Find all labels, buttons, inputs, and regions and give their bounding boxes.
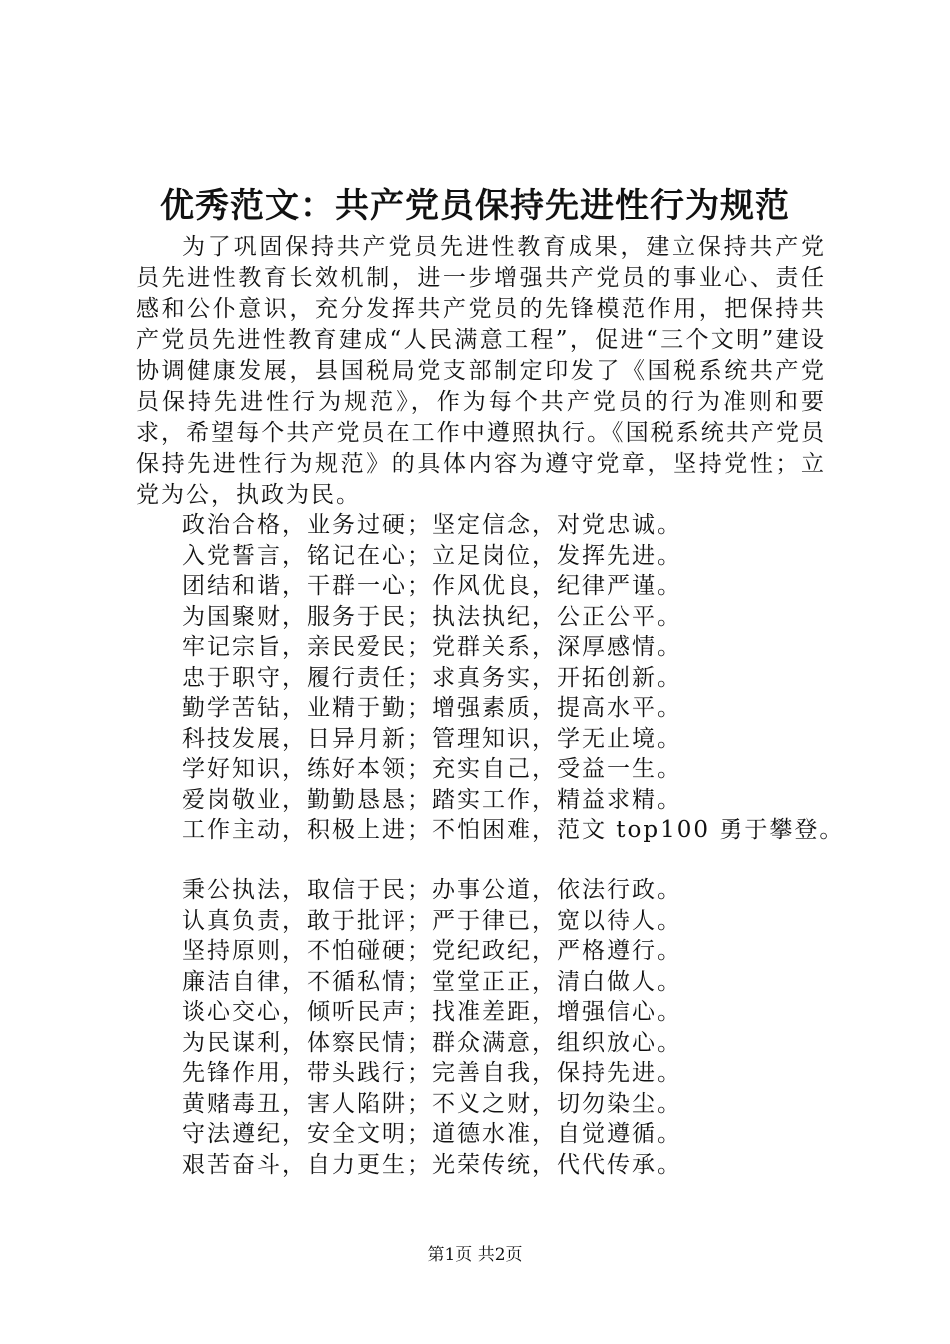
code-line: 入党誓言，铭记在心；立足岗位，发挥先进。 [182, 542, 682, 569]
code-line: 科技发展，日异月新；管理知识，学无止境。 [182, 725, 682, 752]
code-line: 先锋作用，带头践行；完善自我，保持先进。 [182, 1060, 682, 1086]
intro-paragraph: 为了巩固保持共产党员先进性教育成果，建立保持共产党员先进性教育长效机制，进一步增强共产党员的事业心、责任感和公仆意识，充分发挥共产党员的先锋模范作用，把保持共产党员先进性教育建成“人民满意工程”，促进“三个文明”建设协调健康发展，县国税局党支部制定印发了《国税系统共产党员保持先进性行为规范》，作为每个共产党员的行为准则和要求，希望每个共产党员在工作中遵照执行。《国税系统共产党员保持先进性行为规范》的具体内容为遵守党章，坚持党性；立党为公，执政为民。 [136, 234, 826, 508]
code-line: 学好知识，练好本领；充实自己，受益一生。 [182, 756, 682, 782]
code-line: 牢记宗旨，亲民爱民；党群关系，深厚感情。 [182, 634, 682, 660]
code-line: 爱岗敬业，勤勤恳恳；踏实工作，精益求精。 [182, 786, 682, 813]
code-line: 为民谋利，体察民情；群众满意，组织放心。 [182, 1029, 682, 1056]
code-line: 政治合格，业务过硬；坚定信念，对党忠诚。 [182, 512, 682, 538]
code-lines-group-2 [182, 875, 882, 1180]
code-line: 廉洁自律，不循私情；堂堂正正，清白做人。 [182, 968, 682, 995]
code-line: 谈心交心，倾听民声；找准差距，增强信心。 [182, 999, 682, 1025]
code-line: 认真负责，敢于批评；严于律已，宽以待人。 [182, 907, 682, 934]
code-line: 守法遵纪，安全文明；道德水准，自觉遵循。 [182, 1121, 682, 1147]
page-footer: 第1页 共2页 [427, 1245, 523, 1265]
code-line: 为国聚财，服务于民；执法执纪，公正公平。 [182, 603, 682, 630]
code-line: 坚持原则，不怕碰硬；党纪政纪，严格遵行。 [182, 938, 682, 964]
document-title: 优秀范文：共产党员保持先进性行为规范 [160, 186, 790, 226]
code-line: 黄赌毒丑，害人陷阱；不义之财，切勿染尘。 [182, 1090, 682, 1117]
code-line: 艰苦奋斗，自力更生；光荣传统，代代传承。 [182, 1151, 682, 1178]
code-line: 工作主动，积极上进；不怕困难，范文 top100 勇于攀登。 [182, 817, 845, 843]
code-line: 团结和谐，干群一心；作风优良，纪律严谨。 [182, 573, 682, 599]
code-lines-group-1 [182, 510, 882, 846]
code-line: 忠于职守，履行责任；求真务实，开拓创新。 [182, 664, 682, 691]
code-line: 勤学苦钻，业精于勤；增强素质，提高水平。 [182, 695, 682, 721]
code-line: 秉公执法，取信于民；办事公道，依法行政。 [182, 877, 682, 903]
